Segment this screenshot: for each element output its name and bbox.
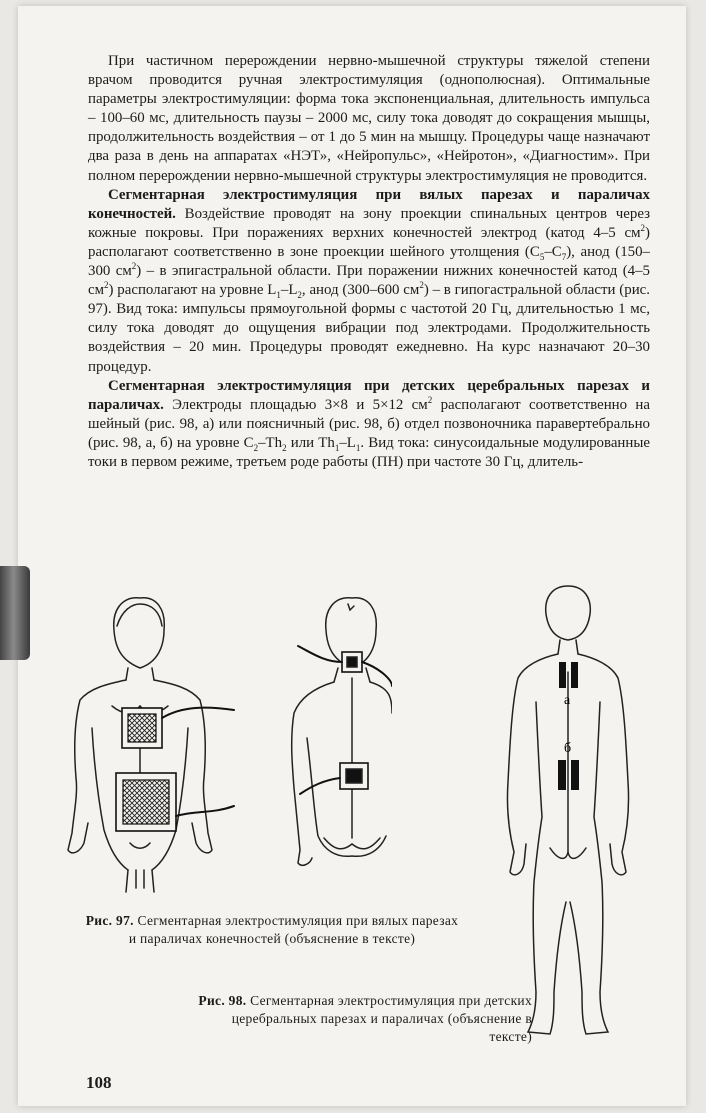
paragraph-1: При частичном перерождении нервно-мышечной структуры тяжелой степени врачом проводится ручная электростимуляция (однополюсная). Оптимальные параметры электростимуляции: форма тока экспоненциальная, длительность импульса – 100–60 мс, длительность паузы – 2000 мс, силу тока доводят до сокращения мышцы, продолжительность воздействия – от 1 до 5 мин на мышцу. Процедуры чаще назначают два раза в день на аппаратах «НЭТ», «Нейропульс», «Нейротон», «Диагностим». При полном перерождении нервно-мышечной структуры электростимуляция не проводится. — [88, 53, 650, 184]
binder-clip — [0, 566, 30, 660]
figure-98-number: Рис. 98. — [198, 993, 247, 1008]
paragraph-3: Сегментарная электростимуляция при детских церебральных парезах и параличах. Электроды площадью 3×8 и 5×12 $см^2$ располагают соответственно на шейный (рис. 98, а) или поясничный (рис. 98, б) отдел позвоночника паравертебрально (рис. 98, а, б) на уровне $C_2-Th_2$ или $Th_1-L_1$. Вид тока: синусоидальные модулированные токи в первом режиме, третьем роде работы (ПН) при частоте 30 Гц, длитель- — [88, 377, 650, 470]
figure-98-label-b: б — [564, 741, 572, 756]
body-text — [88, 52, 650, 472]
figure-97-caption: Рис. 97. Сегментарная электростимуляция при вялых парезах и параличах конечностей (объяснение в тексте) — [85, 913, 459, 946]
figure-98-illustration — [488, 582, 678, 1042]
back-body-figure — [292, 598, 392, 865]
paragraph-2-heading: Сегментарная электростимуляция при вялых парезах и параличах конечностей. — [88, 186, 650, 222]
figure-97-illustration — [62, 588, 392, 908]
paragraph-3-heading: Сегментарная электростимуляция при детских церебральных парезах и параличах. — [88, 377, 650, 413]
page-number: 108 — [86, 1073, 112, 1092]
figure-98-caption: Рис. 98. Сегментарная электростимуляция при детских церебральных парезах и параличах (объяснение в тексте) — [198, 993, 532, 1044]
figure-97-number: Рис. 97. — [85, 913, 134, 928]
paragraph-2: Сегментарная электростимуляция при вялых парезах и параличах конечностей. Воздействие проводят на зону проекции спинальных центров через кожные покровы. При поражениях верхних конечностей электрод (катод 4–5 $см^2$) располагают соответственно в зоне проекции шейного утолщения $(C_5-C_7)$, анод (150–300 $см^2$) – в эпигастральной области. При поражении нижних конечностей катод (4–5 $см^2$) располагают на уровне $L_1-L_2$, анод (300–600 $см^2$) – в гипогастральной области (рис. 97). Вид тока: импульсы прямоугольной формы с частотой 20 Гц, длительностью 1 мс, силу тока доводят до ощущения вибрации под электродами. Продолжительность воздействия – 20 мин. Процедуры проводят ежедневно. На курс назначают 20–30 процедур. — [88, 186, 650, 375]
figure-98-label-a: а — [564, 693, 571, 708]
